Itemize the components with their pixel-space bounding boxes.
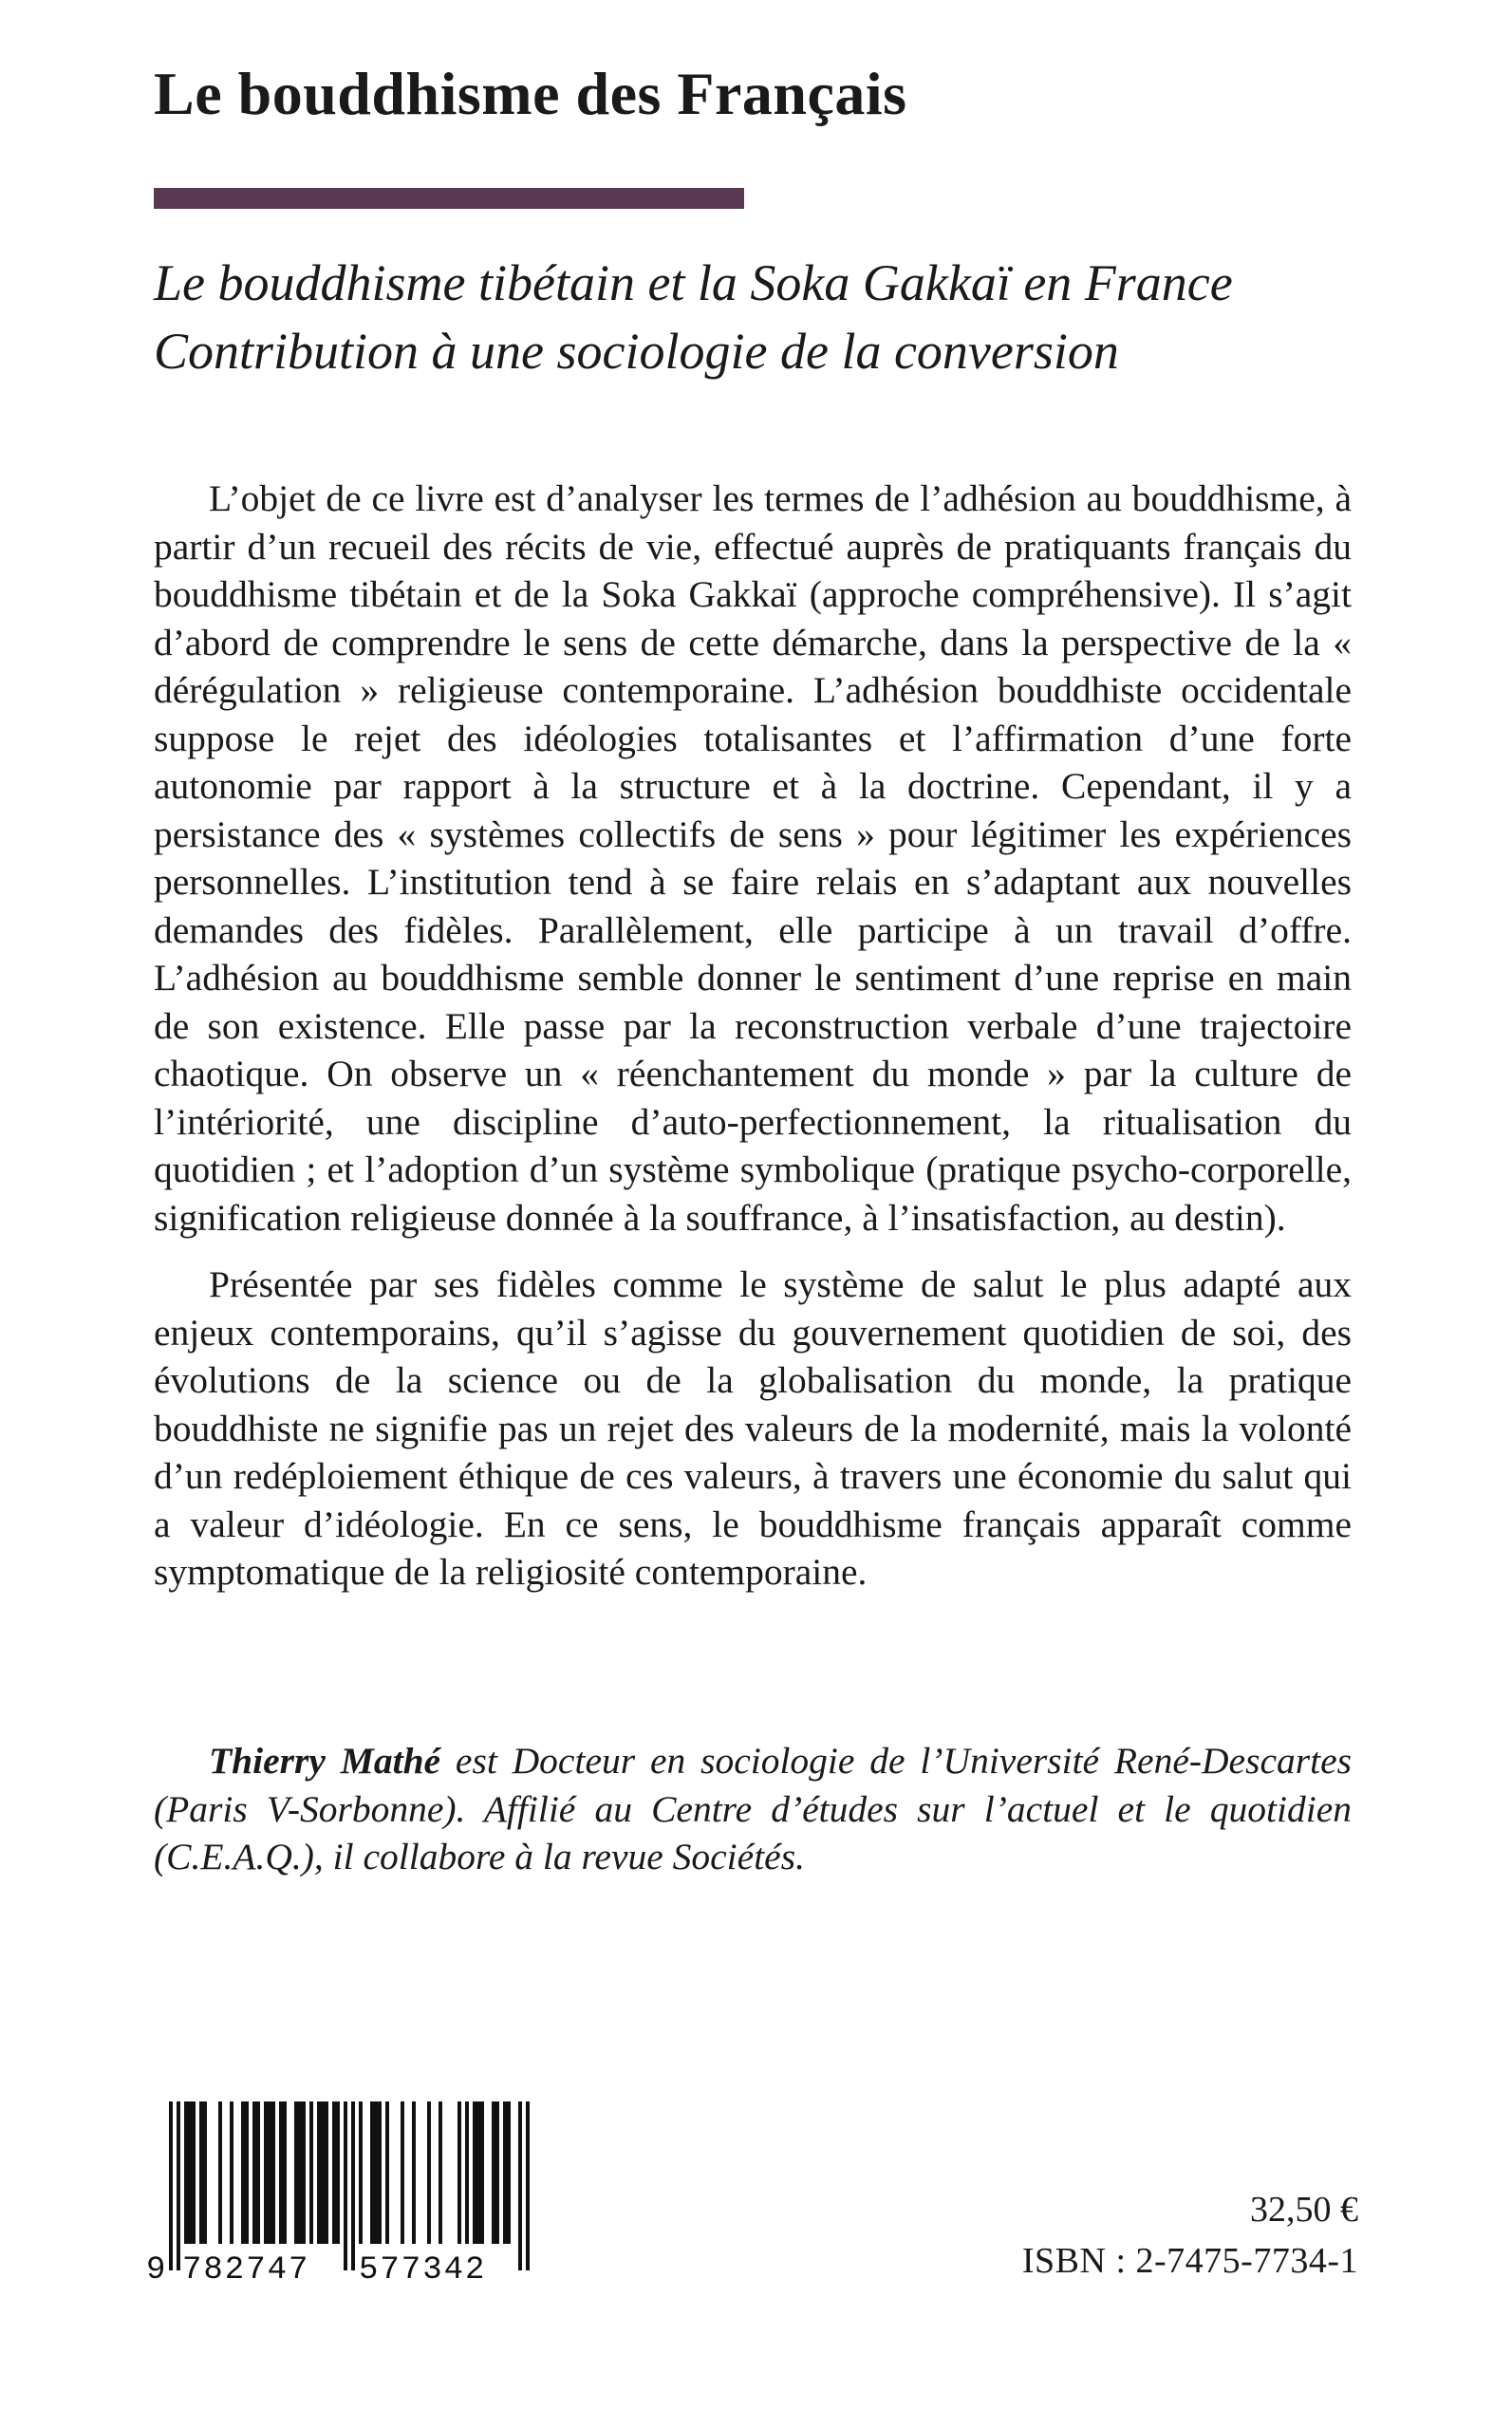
barcode-bar — [476, 2101, 480, 2244]
barcode-bar — [503, 2101, 507, 2244]
author-bio-text: est Docteur en sociologie de l’Université René-Descartes (Paris V-Sorbonne). Affilié au Centre d’études sur l’actuel et le quotidien (C.E.A.Q.), il collabore à la revue Sociétés. — [154, 1740, 1352, 1877]
barcode-bar — [412, 2101, 416, 2244]
price: 32,50 € — [1250, 2190, 1358, 2230]
barcode-bar — [177, 2101, 180, 2270]
barcode-bar — [298, 2101, 302, 2244]
barcode-bar — [218, 2101, 222, 2244]
barcode-bar — [378, 2101, 382, 2244]
barcode-bar — [321, 2101, 325, 2244]
author-bio — [154, 1737, 1352, 1881]
barcode-bar — [401, 2101, 404, 2244]
barcode-bar — [385, 2101, 389, 2244]
barcode-bar — [359, 2101, 363, 2244]
barcode-bar — [294, 2101, 298, 2244]
barcode-bar — [492, 2101, 495, 2244]
barcode-bar — [473, 2101, 476, 2244]
barcode-bar — [241, 2101, 245, 2244]
barcode-bar — [344, 2101, 347, 2270]
barcode-bar — [495, 2101, 499, 2244]
barcode-bar — [184, 2101, 188, 2244]
barcode-bar — [507, 2101, 511, 2244]
barcode-digit-lead: 9 — [146, 2252, 166, 2288]
subtitle-line-2: Contribution à une sociologie de la conversion — [154, 323, 1119, 380]
barcode-bar — [302, 2101, 306, 2244]
barcode-bar — [199, 2101, 203, 2244]
barcode-bar — [370, 2101, 374, 2244]
barcode-bar — [245, 2101, 249, 2244]
summary-text — [154, 475, 1352, 1597]
barcode-digits-left: 782747 — [182, 2252, 310, 2288]
summary-paragraph-2: Présentée par ses fidèles comme le système de salut le plus adapté aux enjeux contemporains, qu’il s’agisse du gouvernement quotidien de soi, des évolutions de la science ou de la globalisation du monde, la pratique bouddhiste ne signifie pas un rejet des valeurs de la modernité, mais la volonté d’un redéploiement éthique de ces valeurs, à travers une économie du salut qui a valeur d’idéologie. En ce sens, le bouddhisme français apparaît comme symptomatique de la religiosité contemporaine. — [154, 1263, 1352, 1593]
barcode-bar — [230, 2101, 233, 2244]
barcode-bar — [252, 2101, 256, 2244]
barcode-bar — [283, 2101, 287, 2244]
barcode-bar — [264, 2101, 268, 2244]
barcode-bar — [256, 2101, 260, 2244]
isbn: ISBN : 2-7475-7734-1 — [1021, 2241, 1358, 2281]
barcode-bar — [169, 2101, 173, 2270]
barcode-bar — [309, 2101, 313, 2244]
barcode-bar — [203, 2101, 207, 2244]
book-title: Le bouddhisme des Français — [154, 60, 907, 127]
barcode — [144, 2101, 554, 2288]
barcode-bar — [427, 2101, 431, 2244]
barcode-digits-right: 577342 — [359, 2252, 487, 2288]
barcode-bar — [336, 2101, 340, 2244]
barcode-bar — [374, 2101, 378, 2244]
barcode-bar — [351, 2101, 355, 2270]
barcode-bar — [279, 2101, 283, 2244]
book-subtitle — [154, 249, 1388, 385]
summary-paragraph-1: L’objet de ce livre est d’analyser les termes de l’adhésion au bouddhisme, à partir d’un recueil des récits de vie, effectué auprès de pratiquants français du bouddhisme tibétain et de la Soka Gakkaï (approche compréhensive). Il s’agit d’abord de comprendre le sens de cette démarche, dans la perspective de la « dérégulation » religieuse contemporaine. L’adhésion bouddhiste occidentale suppose le rejet des idéologies totalisantes et l’affirmation d’une forte autonomie par rapport à la structure et à la doctrine. Cependant, il y a persistance des « systèmes collectifs de sens » pour légitimer les expériences personnelles. L’institution tend à se faire relais en s’adaptant aux nouvelles demandes des fidèles. Parallèlement, elle participe à un travail d’offre. L’adhésion au bouddhisme semble donner le sentiment d’une reprise en main de son existence. Elle passe par la reconstruction verbale d’une trajectoire chaotique. On observe un « réenchantement du monde » par la culture de l’intériorité, une discipline d’auto-perfectionnement, la ritualisation du quotidien ; et l’adoption d’un système symbolique (pratique psycho-corporelle, signification religieuse donnée à la souffrance, à l’insatisfaction, au destin). — [154, 477, 1352, 1239]
barcode-bar — [271, 2101, 275, 2244]
barcode-bar — [480, 2101, 484, 2244]
barcode-bar — [465, 2101, 469, 2244]
author-name: Thierry Mathé — [209, 1740, 441, 1782]
barcode-bar — [268, 2101, 271, 2244]
barcode-bar — [325, 2101, 328, 2244]
barcode-bar — [332, 2101, 336, 2244]
barcode-bar — [457, 2101, 461, 2244]
barcode-bar — [518, 2101, 522, 2270]
title-divider — [154, 188, 744, 209]
barcode-bar — [188, 2101, 192, 2244]
subtitle-line-1: Le bouddhisme tibétain et la Soka Gakkaï en France — [154, 254, 1233, 311]
barcode-bar — [526, 2101, 530, 2270]
barcode-bar — [439, 2101, 442, 2244]
barcode-bar — [317, 2101, 321, 2244]
barcode-bar — [192, 2101, 196, 2244]
